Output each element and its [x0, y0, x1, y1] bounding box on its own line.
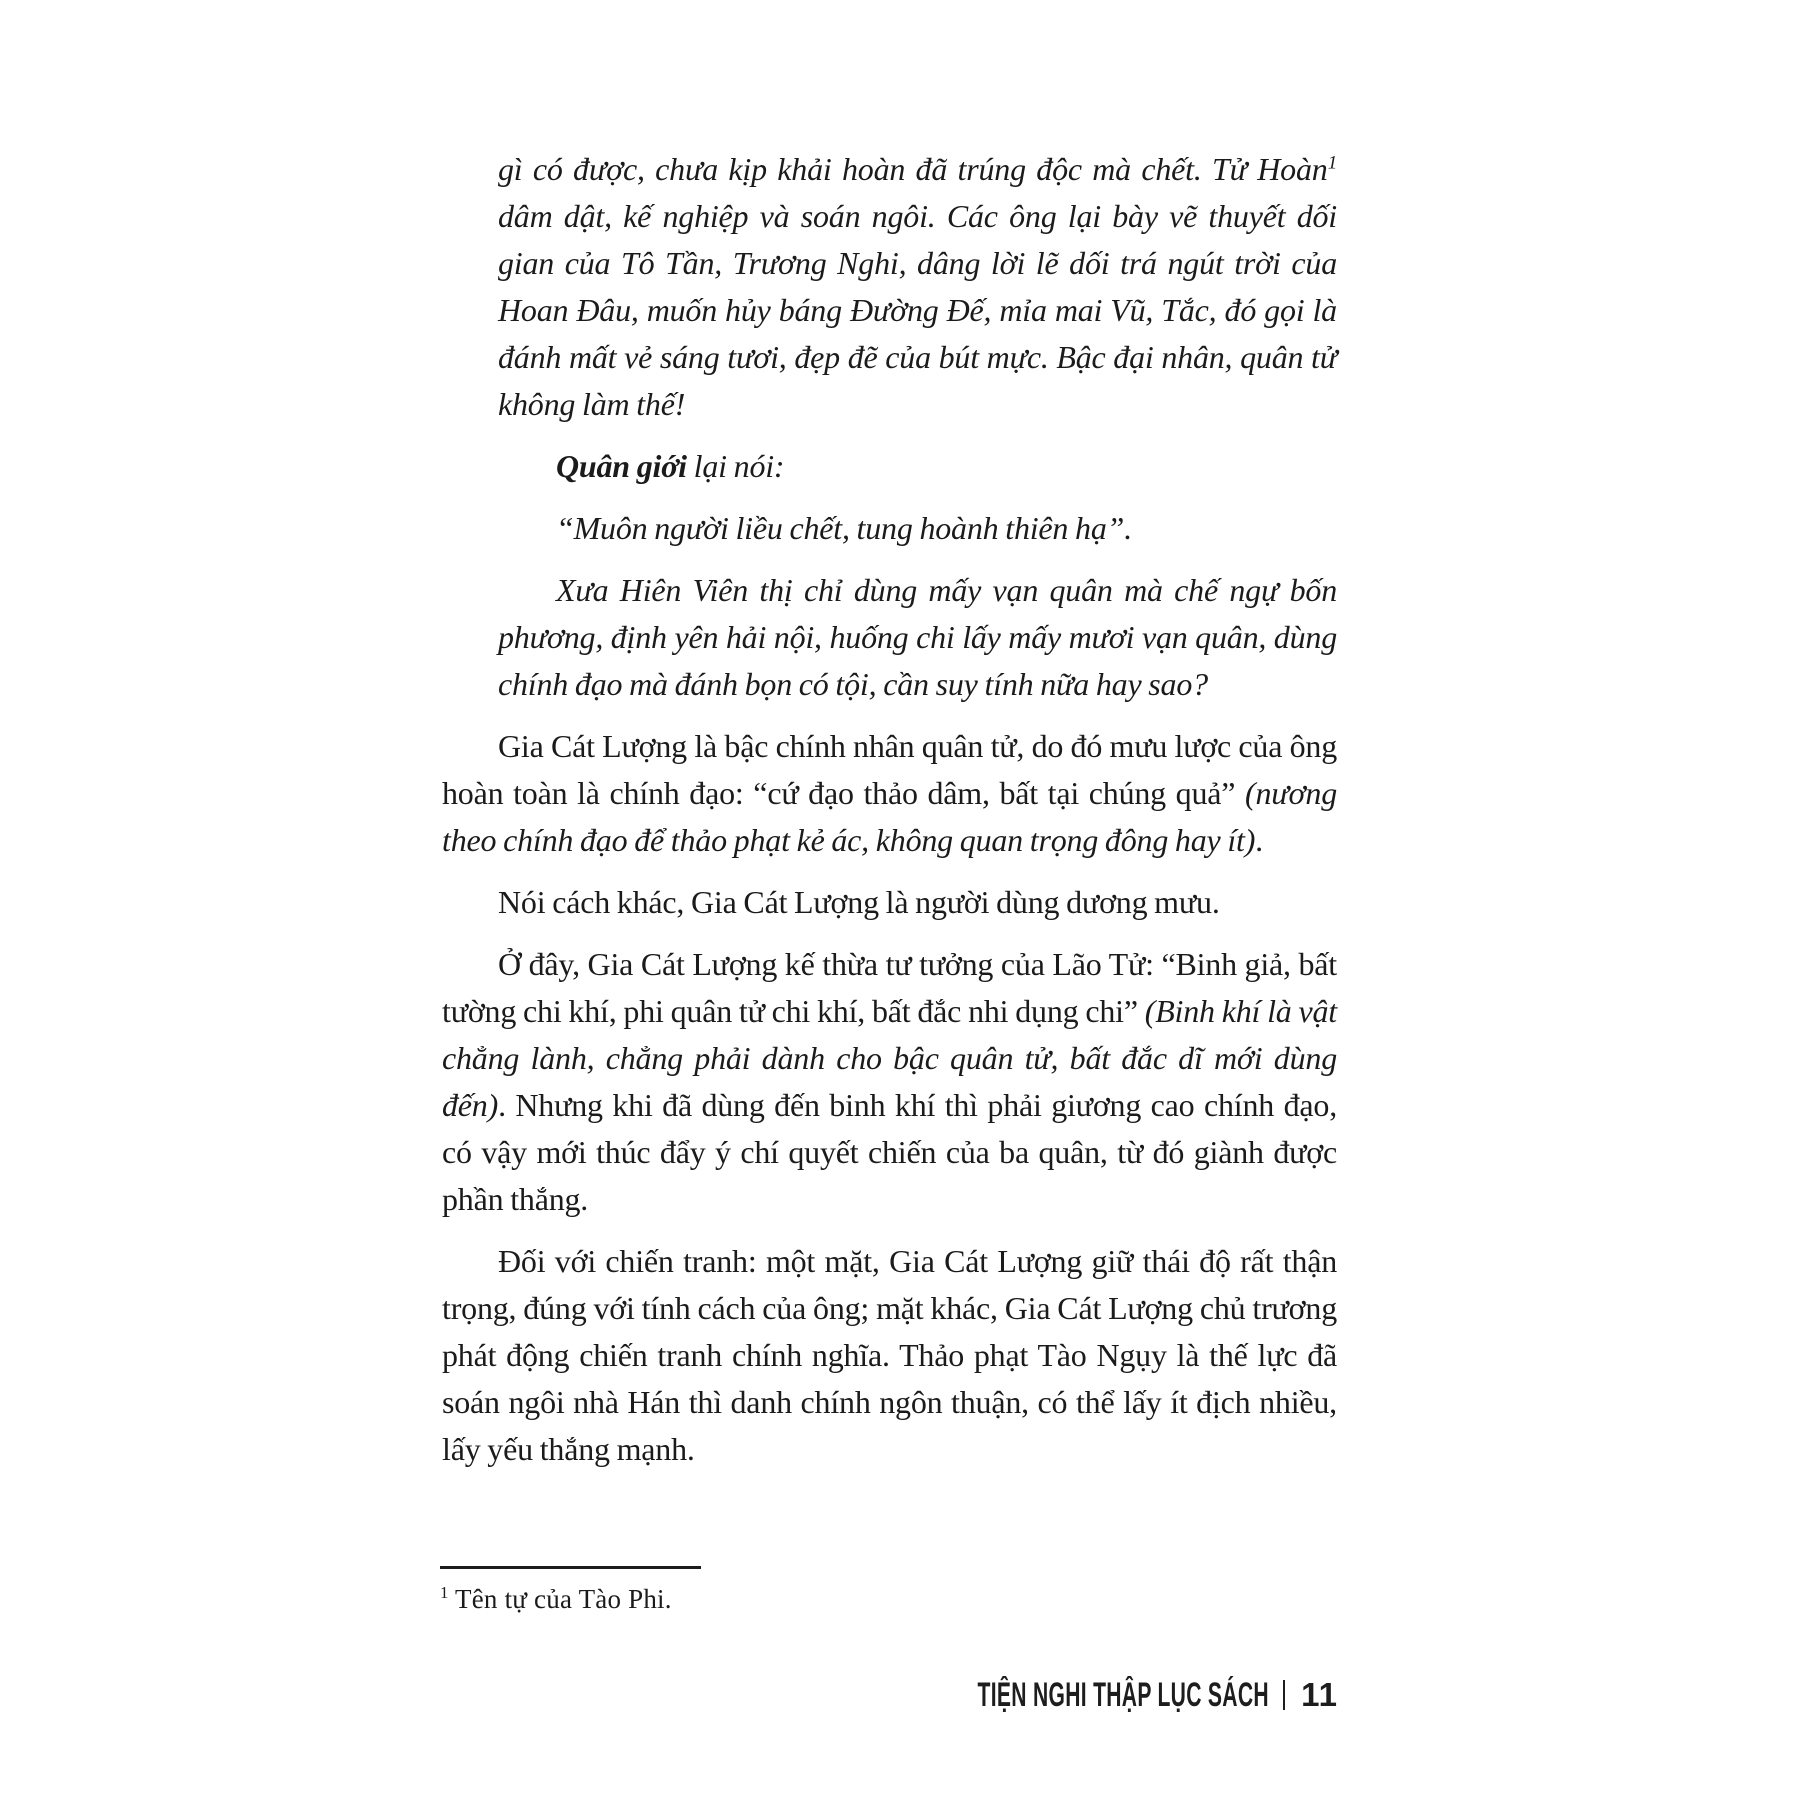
- footnote-text: Tên tự của Tào Phi.: [455, 1584, 672, 1614]
- footnote-separator-line: [440, 1566, 701, 1569]
- paragraph-chientranh: Đối với chiến tranh: một mặt, Gia Cát Lượng giữ thái độ rất thận trọng, đúng với tính cách của ông; mặt khác, Gia Cát Lượng chủ trương phát động chiến tranh chính nghĩa. Thảo phạt Tào Ngụy là thế lực đã soán ngôi nhà Hán thì danh chính ngôn thuận, có thể lấy ít địch nhiều, lấy yếu thắng mạnh.: [442, 1243, 1337, 1467]
- footnote-area: [440, 1566, 1335, 1616]
- italic-gloss: (Binh khí là vật chẳng lành, chẳng phải dành cho bậc quân tử, bất đắc dĩ mới dùng đến): [442, 993, 1337, 1123]
- speaker-name: Quân giới: [556, 448, 687, 484]
- footnote-marker: 1: [440, 1583, 449, 1602]
- speaker-rest: lại nói:: [686, 448, 785, 484]
- footnote-text-line: [440, 1582, 1335, 1616]
- running-title: TIỆN NGHI THẬP LỤC SÁCH: [977, 1675, 1270, 1714]
- quote-run: gì có được, chưa kịp khải hoàn đã trúng độc mà chết. Tử Hoàn: [498, 151, 1328, 187]
- paragraph-duongmuu: Nói cách khác, Gia Cát Lượng là người dùng dương mưu.: [498, 884, 1220, 920]
- roman-run-end: .: [1255, 822, 1263, 858]
- italic-gloss: (nương theo chính đạo để thảo phạt kẻ ác, không quan trọng đông hay ít): [442, 775, 1337, 858]
- page-footer: [799, 1674, 1338, 1716]
- quote-run-after-reference: dâm dật, kế nghiệp và soán ngôi. Các ông lại bày vẽ thuyết dối gian của Tô Tần, Trương Nghi, dâng lời lẽ dối trá ngút trời của Hoan Đâu, muốn hủy báng Đường Đế, mỉa mai Vũ, Tắc, đó gọi là đánh mất vẻ sáng tươi, đẹp đẽ của bút mực. Bậc đại nhân, quân tử không làm thế!: [498, 198, 1337, 422]
- page-text-block: [442, 146, 1337, 1488]
- paragraph-short-quote: “Muôn người liều chết, tung hoành thiên hạ”.: [556, 510, 1133, 546]
- roman-run: Gia Cát Lượng là bậc chính nhân quân tử, do đó mưu lược của ông hoàn toàn là chính đạo: “cứ đạo thảo dâm, bất tại chúng quả”: [442, 728, 1337, 811]
- paragraph-quote-passage: Xưa Hiên Viên thị chỉ dùng mấy vạn quân mà chế ngự bốn phương, định yên hải nội, huống chi lấy mấy mươi vạn quân, dùng chính đạo mà đánh bọn có tội, cần suy tính nữa hay sao?: [498, 572, 1337, 702]
- page-number: 11: [1301, 1676, 1338, 1713]
- footnote-reference: 1: [1327, 152, 1337, 174]
- opening-quote-block: [498, 146, 1337, 708]
- footer-separator-bar: [1283, 1680, 1285, 1710]
- roman-run: Ở đây, Gia Cát Lượng kế thừa tư tưởng của Lão Tử: “Binh giả, bất tường chi khí, phi quân tử chi khí, bất đắc nhi dụng chi”: [442, 946, 1337, 1029]
- paragraph-giacat: [442, 723, 1337, 864]
- paragraph-speaker-line: [498, 443, 1337, 490]
- paragraph-quote-continuation: [498, 146, 1337, 428]
- commentary-block: [442, 723, 1337, 1473]
- paragraph-laotu: [442, 941, 1337, 1223]
- roman-run-end: . Nhưng khi đã dùng đến binh khí thì phải giương cao chính đạo, có vậy mới thúc đẩy ý chí quyết chiến của ba quân, từ đó giành được phần thắng.: [442, 1087, 1337, 1217]
